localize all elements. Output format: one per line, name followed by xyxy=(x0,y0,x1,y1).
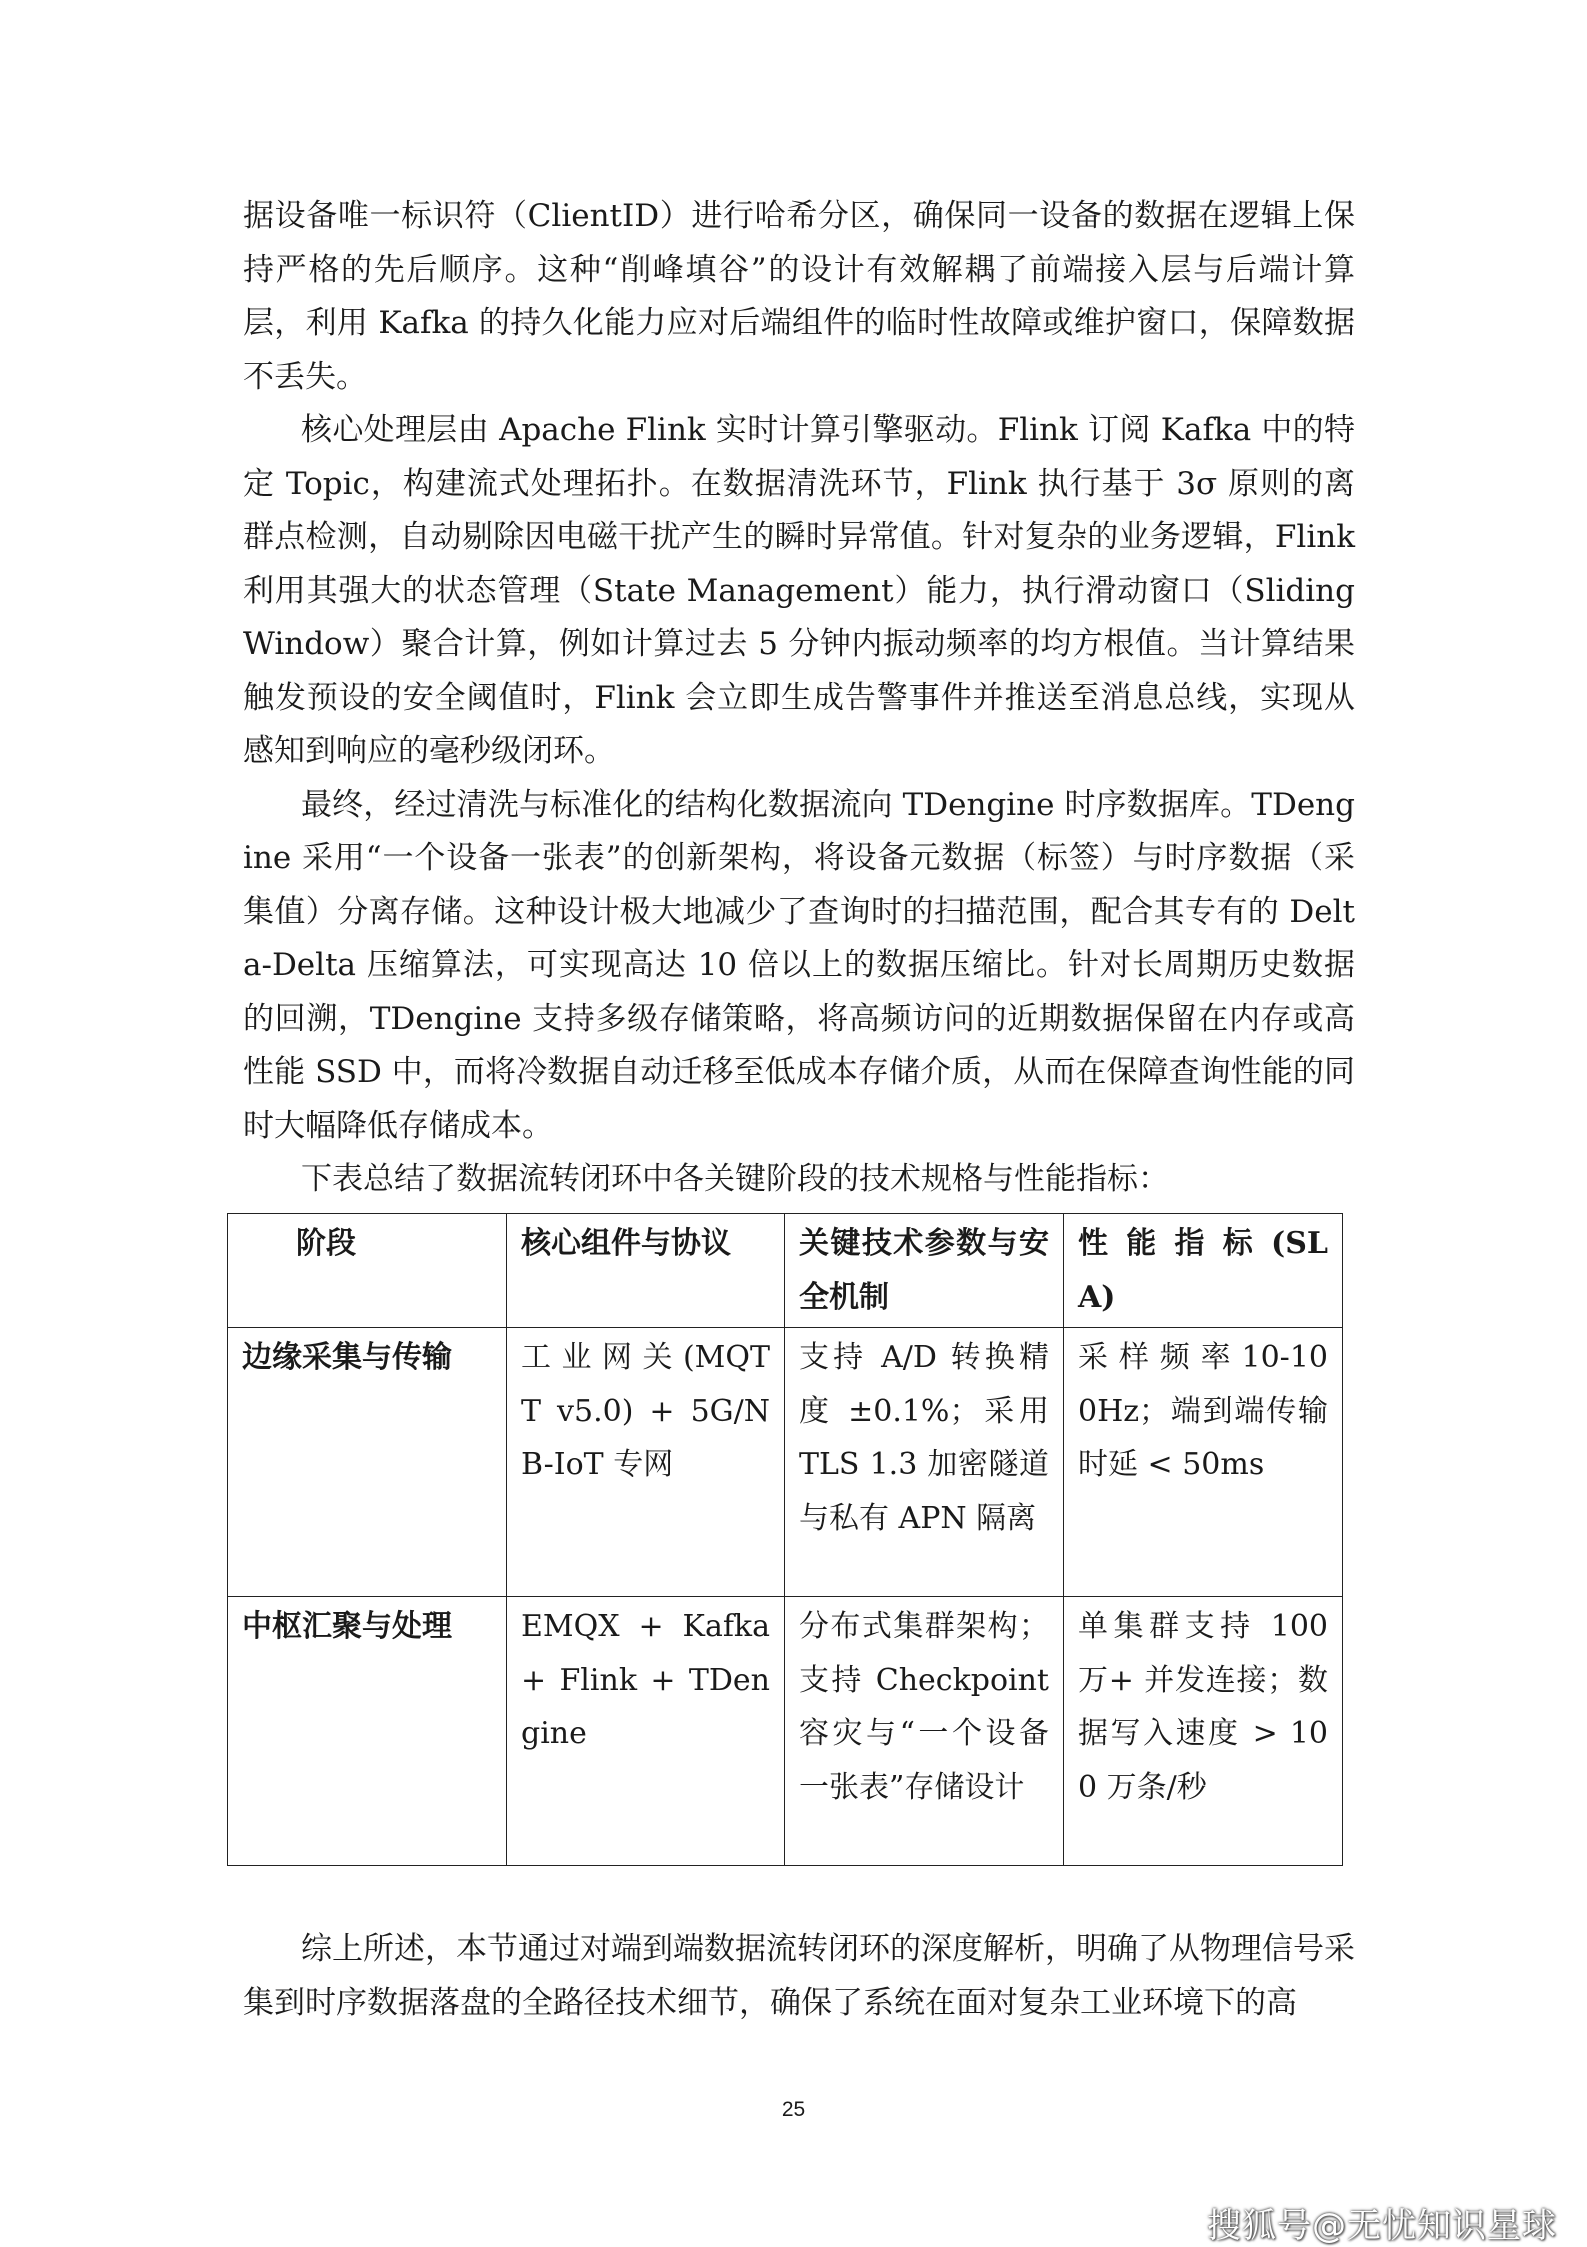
spec-table xyxy=(227,1213,1343,1866)
cell-components: EMQX + Kafka + Flink + TDengine xyxy=(507,1597,785,1866)
cell-stage: 边缘采集与传输 xyxy=(228,1328,507,1597)
header-stage: 阶段 xyxy=(228,1214,507,1328)
watermark-text: 搜狐号@无忧知识星球 xyxy=(1207,2206,1557,2246)
table-row xyxy=(228,1597,1343,1866)
cell-sla: 采 样 频 率 10-100Hz；端到端传输时延 < 50ms xyxy=(1064,1328,1343,1597)
paragraph-4: 综上所述，本节通过对端到端数据流转闭环的深度解析，明确了从物理信号采集到时序数据落盘的全路径技术细节，确保了系统在面对复杂工业环境下的高 xyxy=(243,1931,1355,2021)
paragraph-3: 最终，经过清洗与标准化的结构化数据流向 TDengine 时序数据库。TDengine 采用“一个设备一张表”的创新架构，将设备元数据（标签）与时序数据（采集值）分离存储。这种设计极大地减少了查询时的扫描范围，配合其专有的 Delta-Delta 压缩算法，可实现高达 10 倍以上的数据压缩比。针对长周期历史数据的回溯，TDengine 支持多级存储策略，将高频访问的近期数据保留在内存或高性能 SSD 中，而将冷数据自动迁移至低成本存储介质，从而在保障查询性能的同时大幅降低存储成本。 xyxy=(243,786,1355,1144)
table-header-row xyxy=(228,1214,1343,1328)
cell-params: 支持 A/D 转换精度 ±0.1%；采用 TLS 1.3 加密隧道与私有 APN 隔离 xyxy=(785,1328,1064,1597)
body-text xyxy=(243,190,1355,1207)
header-params: 关键技术参数与安全机制 xyxy=(785,1214,1064,1328)
table-caption: 下表总结了数据流转闭环中各关键阶段的技术规格与性能指标： xyxy=(301,1161,1169,1197)
page-number: 25 xyxy=(781,2098,806,2121)
paragraph-2: 核心处理层由 Apache Flink 实时计算引擎驱动。Flink 订阅 Kafka 中的特定 Topic，构建流式处理拓扑。在数据清洗环节，Flink 执行基于 3σ 原则的离群点检测，自动剔除因电磁干扰产生的瞬时异常值。针对复杂的业务逻辑，Flink 利用其强大的状态管理（State Management）能力，执行滑动窗口（Sliding Window）聚合计算，例如计算过去 5 分钟内振动频率的均方根值。当计算结果触发预设的安全阈值时，Flink 会立即生成告警事件并推送至消息总线，实现从感知到响应的毫秒级闭环。 xyxy=(243,412,1355,769)
cell-sla: 单集群支持 100 万+ 并发连接；数据写入速度 > 100 万条/秒 xyxy=(1064,1597,1343,1866)
closing-text xyxy=(243,1923,1355,2030)
cell-params: 分布式集群架构；支持 Checkpoint 容灾与“一个设备一张表”存储设计 xyxy=(785,1597,1064,1866)
header-components: 核心组件与协议 xyxy=(507,1214,785,1328)
table-row xyxy=(228,1328,1343,1597)
cell-components: 工 业 网 关 (MQTT v5.0) + 5G/NB-IoT 专网 xyxy=(507,1328,785,1597)
cell-stage: 中枢汇聚与处理 xyxy=(228,1597,507,1866)
paragraph-1: 据设备唯一标识符（ClientID）进行哈希分区，确保同一设备的数据在逻辑上保持严格的先后顺序。这种“削峰填谷”的设计有效解耦了前端接入层与后端计算层，利用 Kafka 的持久化能力应对后端组件的临时性故障或维护窗口，保障数据不丢失。 xyxy=(243,198,1355,395)
header-sla: 性 能 指 标 (SLA) xyxy=(1064,1214,1343,1328)
